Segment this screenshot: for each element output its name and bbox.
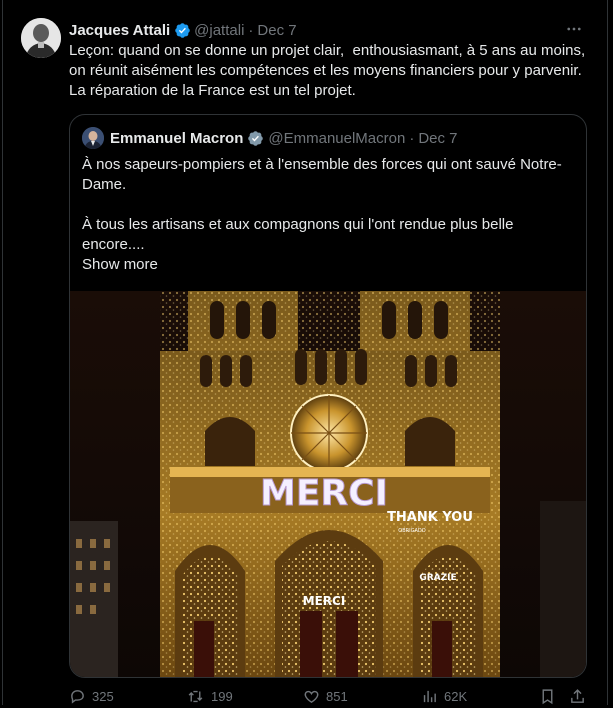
tweet-card[interactable] [2,0,608,705]
repost-button[interactable] [186,688,233,705]
reply-count: 325 [92,689,114,704]
separator-dot: · [248,21,254,39]
like-button[interactable] [303,688,348,705]
more-horizontal-icon[interactable] [563,18,585,40]
show-more-link[interactable]: Show more [82,256,158,273]
reply-button[interactable] [69,688,114,705]
projection-portal-merci-text: MERCI [302,594,346,608]
author-avatar[interactable] [21,18,61,58]
tweet-text: Leçon: quand on se donne un projet clair, enthousiasmant, à 5 ans au moins, on réunit aisément les compétences et les moyens financiers pour y parvenir. La réparation de la France est un tel projet. [69,42,591,99]
tweet-date[interactable]: Dec 7 [257,21,297,39]
bookmark-icon [539,688,556,705]
share-icon [569,688,586,705]
projection-obrigado-text: OBRIGADO [398,528,426,534]
views-count: 62K [444,689,468,704]
action-bar [69,688,589,708]
reply-icon [69,688,86,705]
projection-merci-text: MERCI [260,473,388,514]
quote-date[interactable]: Dec 7 [418,129,458,147]
quote-author-avatar[interactable] [82,127,104,149]
views-button[interactable] [421,688,467,705]
repost-icon [186,688,205,705]
tweet-header [69,19,297,41]
verified-gray-badge-icon [247,130,264,147]
quote-header [82,127,458,149]
share-button[interactable] [569,688,592,705]
quoted-tweet[interactable] [69,114,587,678]
verified-badge-icon [174,22,191,39]
projection-grazie-text: GRAZIE [419,573,457,583]
views-chart-icon [421,688,438,705]
quote-text: À nos sapeurs-pompiers et à l'ensemble des forces qui ont sauvé Notre-Dame. À tous les artisans et aux compagnons qui l'ont rendue plus belle encore.... [82,156,562,253]
author-handle[interactable]: @jattali [194,21,245,39]
quote-image-notre-dame[interactable] [70,291,586,677]
quote-author-name[interactable]: Emmanuel Macron [110,129,244,147]
notre-dame-illustration [70,291,586,677]
quote-author-handle[interactable]: @EmmanuelMacron [268,129,406,147]
quote-separator-dot: · [409,129,415,147]
bookmark-button[interactable] [539,688,562,705]
repost-count: 199 [211,689,233,704]
like-count: 851 [326,689,348,704]
projection-thank-you-text: THANK YOU [387,510,473,525]
heart-icon [303,688,320,705]
author-name[interactable]: Jacques Attali [69,21,171,39]
